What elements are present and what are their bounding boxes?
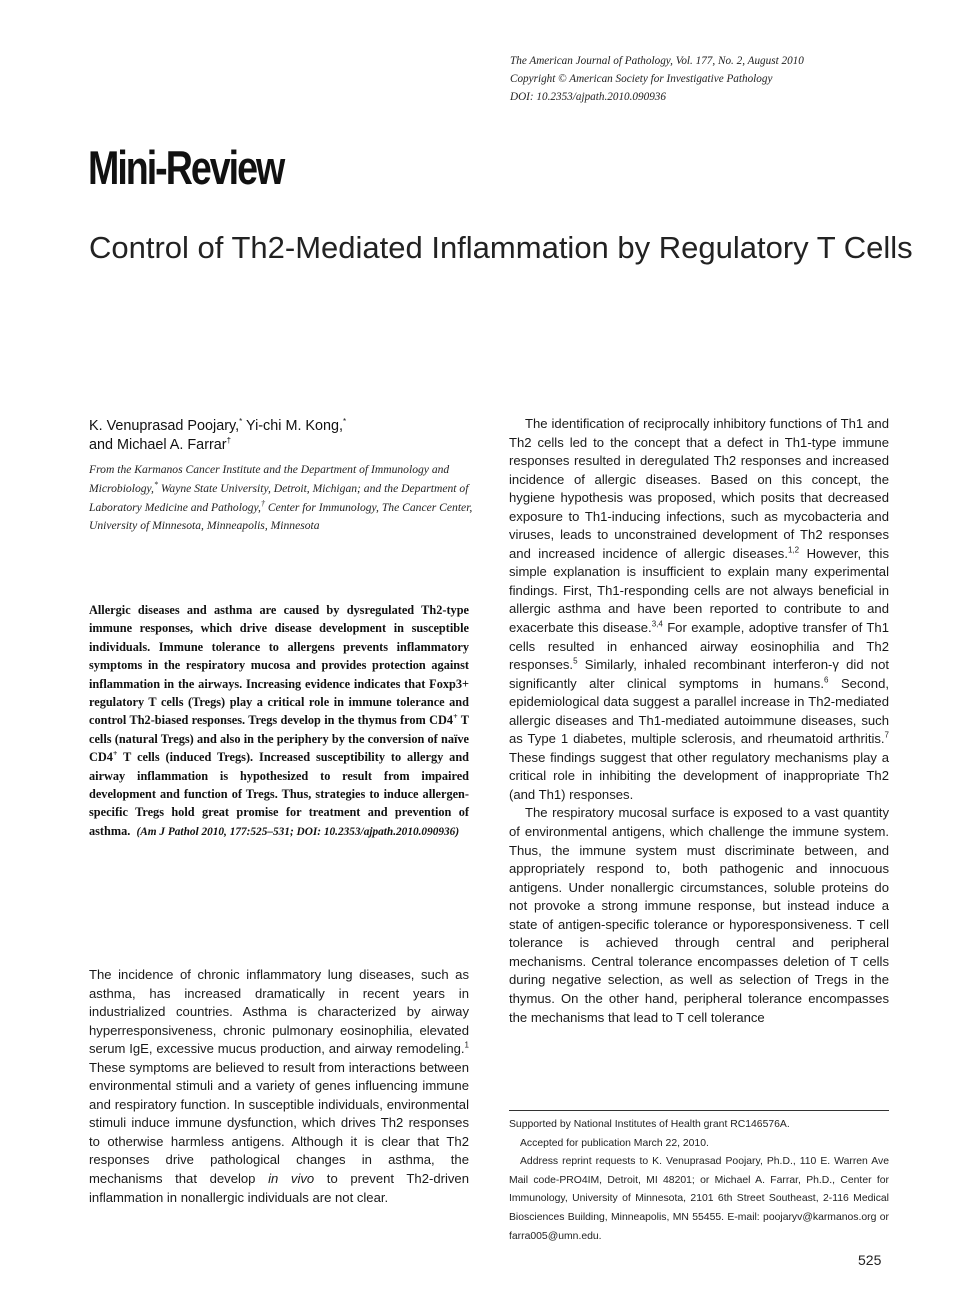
body-right-column — [509, 415, 889, 1027]
intro-italic: in vivo — [268, 1171, 315, 1187]
footnotes — [509, 1116, 889, 1246]
abstract-text-3: T cells (induced Tregs). Increased susceptibility to allergy and airway inflammation is hypothesized to result from impaired development and function of Tregs. Thus, strategies to induce allergen-specific Tregs hold great promise for treatment and prevention of asthma. — [89, 750, 469, 838]
footnote-divider — [509, 1110, 889, 1111]
p1-text-4: Similarly, inhaled recombinant interferon-γ did not significantly alter clinical symptoms in humans. — [509, 657, 889, 691]
abstract-text-2: T cells (natural Tregs) and also in the periphery by the conversion of naïve CD4 — [89, 713, 469, 765]
p1-text-1: The identification of reciprocally inhibitory functions of Th1 and Th2 cells led to the concept that a defect in Th1-type immune responses resulted in deregulated Th2 responses and increased incidence of allergic diseases. Based on this concept, the hygiene hypothesis was proposed, which posits that decreased exposure to Th1-inducing infections, such as mycobacteria and viruses, leads to unconstrained development of Th2 responses and increased incidence of allergic diseases. — [509, 416, 889, 561]
ref-1: 1 — [464, 1040, 469, 1050]
affiliation-part-2: Wayne State University, Detroit, Michigan; and the Department of Laboratory Medicine and Pathology, — [89, 481, 469, 514]
accepted-note: Accepted for publication March 22, 2010. — [520, 1137, 709, 1149]
p1-ref-2: 3,4 — [651, 619, 663, 629]
copyright-line: Copyright © American Society for Investigative Pathology — [510, 73, 773, 85]
p1-ref-1: 1,2 — [787, 545, 800, 555]
p1-text-5: Second, epidemiological data suggest a parallel increase in Th2-mediated allergic diseases and Th1-mediated autoimmune diseases, such as Type 1 diabetes, multiple sclerosis, and rheumatoid arthritis. — [509, 675, 889, 747]
affiliation-part-3: Center for Immunology, The Cancer Center, University of Minnesota, Minneapolis, Minnesota — [89, 500, 473, 533]
author-3: and Michael A. Farrar — [89, 437, 227, 453]
intro-text-2: These symptoms are believed to result from interactions between environmental stimuli and a variety of genes influencing immune and respiratory function. In susceptible individuals, environmental stimuli induce immune dysfunction, which drives Th2 responses to otherwise harmless antigens. Although it is clear that Th2 responses drive pathological changes in asthma, the mechanisms that develop — [89, 1059, 469, 1187]
journal-citation: The American Journal of Pathology, Vol. 177, No. 2, August 2010 — [510, 55, 804, 67]
correspondence-note: Address reprint requests to K. Venuprasad Poojary, Ph.D., 110 E. Warren Ave Mail code-PRO4IM, Detroit, MI 48201; or Michael A. Farrar, Ph.D., Center for Immunology, University of Minnesota, 2101 6th Street Southeast, 2-116 Medical Biosciences Building, Minneapolis, MN 55455. E-mail: poojaryv@karmanos.org or farra005@umn.edu. — [509, 1156, 889, 1242]
author-3-mark: † — [226, 436, 232, 446]
intro-text-3: to prevent Th2-driven inflammation in nonallergic individuals are not clear. — [89, 1171, 469, 1205]
article-title: Control of Th2-Mediated Inflammation by Regulatory T Cells — [89, 230, 913, 265]
affiliation — [89, 461, 479, 536]
funding-note: Supported by National Institutes of Health grant RC146576A. — [509, 1119, 790, 1130]
intro-paragraph — [89, 966, 469, 1207]
p1-text-3: For example, adoptive transfer of Th1 cells resulted in enhanced airway eosinophilia and Th2 responses. — [509, 620, 889, 673]
p1-ref-4: 6 — [824, 675, 829, 685]
intro-text-1: The incidence of chronic inflammatory lung diseases, such as asthma, has increased dramatically in recent years in industrialized countries. Asthma is characterized by airway hyperresponsiveness, chronic pulmonary eosinophilia, elevated serum IgE, excessive mucus production, and airway remodeling. — [89, 967, 469, 1057]
abstract-text-1: Allergic diseases and asthma are caused by dysregulated Th2-type immune responses, which drive disease development in susceptible individuals. Immune tolerance to allergens prevents inflammatory symptoms in the respiratory mucosa and provides protection against inflammation in the airways. Increasing evidence indicates that Foxp3+ regulatory T cells (Tregs) play a critical role in immune tolerance and control Th2-biased responses. Tregs develop in the thymus from CD4 — [89, 603, 469, 728]
abstract-sup-1: + — [453, 712, 458, 722]
abstract — [89, 601, 469, 841]
abstract-sup-2: + — [112, 749, 118, 759]
affiliation-part-1: From the Karmanos Cancer Institute and the Department of Immunology and Microbiology, — [89, 463, 450, 495]
p1-ref-5: 7 — [884, 730, 889, 740]
affiliation-mark-1: * — [153, 479, 158, 489]
affiliation-mark-2: † — [260, 498, 265, 508]
author-1: K. Venuprasad Poojary, — [89, 418, 240, 434]
p1-text-2: However, this simple explanation is insufficient to explain many experimental findings. First, Th1-responding cells are not always beneficial in allergic asthma and have been reported to contribute to and exacerbate this disease. — [509, 545, 889, 636]
hygiene-paragraph — [509, 415, 889, 804]
author-2: Yi-chi M. Kong, — [242, 418, 344, 434]
mucosa-paragraph: The respiratory mucosal surface is exposed to a vast quantity of environmental antigens, which challenge the immune system. Thus, the immune system must discriminate between, and appropriately respond to, both pathogenic and innocuous antigens. Under nonallergic circumstances, soluble proteins do not provoke a strong immune response, but instead induce a state of antigen-specific tolerance or hyporesponsiveness. T cell tolerance is achieved through central and peripheral mechanisms. Central tolerance encompasses deletion of T cells during negative selection, as well as selection of Tregs in the thymus. On the other hand, peripheral tolerance encompasses the mechanisms that lead to T cell tolerance — [509, 805, 889, 1025]
journal-header — [510, 52, 940, 106]
page-number: 525 — [858, 1252, 882, 1268]
author-2-mark: * — [343, 417, 347, 427]
p1-text-6: These findings suggest that other regulatory mechanisms play a critical role in inhibiting the development of inappropriate Th2 (and Th1) responses. — [509, 749, 889, 802]
p1-ref-3: 5 — [573, 656, 578, 666]
section-label: Mini-Review — [88, 141, 284, 194]
abstract-citation: (Am J Pathol 2010, 177:525–531; DOI: 10.2353/ajpath.2010.090936) — [136, 825, 460, 838]
author-list — [89, 417, 479, 455]
doi-line: DOI: 10.2353/ajpath.2010.090936 — [510, 91, 666, 103]
body-left-column — [89, 966, 469, 1207]
author-1-mark: * — [239, 417, 243, 427]
